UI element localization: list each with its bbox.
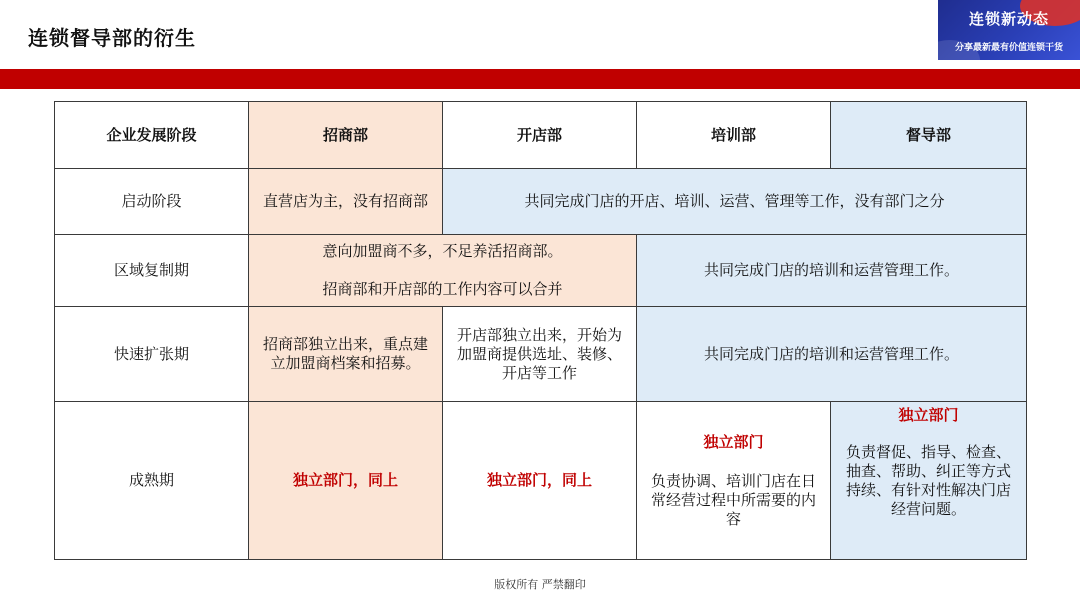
brand-logo bbox=[938, 0, 1080, 60]
header-training: 培训部 bbox=[637, 102, 831, 169]
shared-work-cell: 共同完成门店的培训和运营管理工作。 bbox=[637, 235, 1027, 307]
training-cell-description: 负责协调、培训门店在日常经营过程中所需要的内容 bbox=[651, 471, 817, 528]
supervision-cell-description: 负责督促、指导、检查、抽查、帮助、纠正等方式持续、有针对性解决门店经营问题。 bbox=[845, 443, 1011, 518]
stage-cell: 启动阶段 bbox=[55, 169, 249, 235]
recruitment-cell: 独立部门，同上 bbox=[249, 402, 443, 560]
recruitment-cell: 直营店为主，没有招商部 bbox=[249, 169, 443, 235]
supervision-cell-title: 独立部门 bbox=[898, 406, 959, 424]
store-opening-cell: 开店部独立出来，开始为加盟商提供选址、装修、开店等工作 bbox=[443, 307, 637, 402]
brand-title: 连锁新动态 bbox=[968, 10, 1049, 28]
training-cell bbox=[637, 402, 831, 560]
merged-cell-line: 意向加盟商不多，不足养活招商部。 bbox=[322, 242, 563, 260]
shared-work-cell: 共同完成门店的开店、培训、运营、管理等工作，没有部门之分 bbox=[443, 169, 1027, 235]
table-row bbox=[55, 307, 1027, 402]
table-row bbox=[55, 169, 1027, 235]
header-store-opening: 开店部 bbox=[443, 102, 637, 169]
department-evolution-table bbox=[54, 101, 1027, 560]
stage-cell: 成熟期 bbox=[55, 402, 249, 560]
shared-work-cell: 共同完成门店的培训和运营管理工作。 bbox=[637, 307, 1027, 402]
stage-cell: 区域复制期 bbox=[55, 235, 249, 307]
table-row bbox=[55, 402, 1027, 560]
stage-cell: 快速扩张期 bbox=[55, 307, 249, 402]
training-cell-title: 独立部门 bbox=[703, 432, 764, 451]
copyright-footer: 版权所有 严禁翻印 bbox=[494, 578, 586, 591]
header-supervision: 督导部 bbox=[831, 102, 1027, 169]
store-opening-cell: 独立部门，同上 bbox=[443, 402, 637, 560]
brand-subtitle: 分享最新最有价值连锁干货 bbox=[954, 43, 1063, 53]
header-divider-bar bbox=[0, 69, 1080, 89]
page-title: 连锁督导部的衍生 bbox=[28, 26, 196, 50]
table-header-row bbox=[55, 102, 1027, 169]
merged-recruit-store-cell bbox=[249, 235, 637, 307]
recruitment-cell: 招商部独立出来，重点建立加盟商档案和招募。 bbox=[249, 307, 443, 402]
merged-cell-line: 招商部和开店部的工作内容可以合并 bbox=[322, 280, 563, 298]
supervision-cell bbox=[831, 402, 1027, 560]
header-recruitment: 招商部 bbox=[249, 102, 443, 169]
table-row bbox=[55, 235, 1027, 307]
header-stage: 企业发展阶段 bbox=[55, 102, 249, 169]
